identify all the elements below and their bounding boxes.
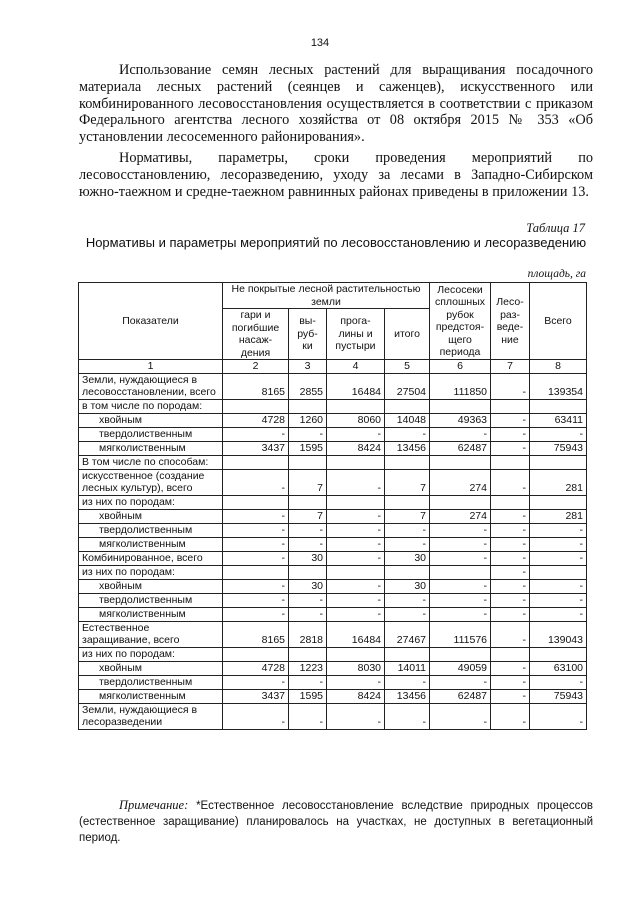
row-value — [430, 647, 491, 661]
row-value: 274 — [430, 509, 491, 523]
row-value: 14048 — [385, 413, 430, 427]
row-label: мягколиственным — [79, 441, 223, 455]
row-value: 14011 — [385, 661, 430, 675]
column-number: 6 — [430, 360, 491, 374]
row-value: - — [385, 675, 430, 689]
header-cutovers: вы-руб-ки — [289, 309, 327, 360]
row-value: - — [327, 607, 385, 621]
row-value: 27467 — [385, 621, 430, 647]
header-not-covered-lands: Не покрытые лесной растительностью земли — [223, 283, 430, 309]
row-value: - — [430, 537, 491, 551]
row-value: - — [530, 523, 587, 537]
row-value: 8165 — [223, 621, 289, 647]
row-value — [530, 399, 587, 413]
row-value: 3437 — [223, 441, 289, 455]
row-value: - — [289, 427, 327, 441]
table-row — [79, 551, 587, 565]
row-value: - — [327, 579, 385, 593]
table-note — [79, 797, 593, 846]
row-value: 62487 — [430, 689, 491, 703]
row-value — [491, 495, 530, 509]
row-value: - — [430, 551, 491, 565]
row-value: - — [491, 689, 530, 703]
row-label: искусственное (создание лесных культур), всего — [79, 469, 223, 495]
row-value: - — [491, 607, 530, 621]
column-numbers-row — [79, 360, 587, 374]
row-value — [289, 495, 327, 509]
table-row — [79, 593, 587, 607]
row-label: мягколиственным — [79, 537, 223, 551]
row-value: - — [491, 593, 530, 607]
row-value: - — [327, 675, 385, 689]
column-number: 8 — [530, 360, 587, 374]
row-value — [491, 647, 530, 661]
row-value: - — [223, 607, 289, 621]
row-value — [530, 455, 587, 469]
row-value: - — [327, 469, 385, 495]
row-value: - — [430, 607, 491, 621]
row-value: - — [223, 593, 289, 607]
row-value: 1260 — [289, 413, 327, 427]
row-value: 8060 — [327, 413, 385, 427]
row-value: - — [223, 537, 289, 551]
row-value: 139043 — [530, 621, 587, 647]
row-value: 111576 — [430, 621, 491, 647]
row-value: - — [289, 593, 327, 607]
table-row — [79, 647, 587, 661]
row-value: - — [385, 523, 430, 537]
table-row — [79, 509, 587, 523]
note-text: *Естественное лесовосстановление вследствие природных процессов (естественное заращивание) планировалось на участках, не доступных в вегетационный период. — [79, 800, 593, 844]
row-value: - — [530, 537, 587, 551]
header-total: Всего — [530, 283, 587, 360]
row-value: - — [327, 703, 385, 729]
row-value: - — [491, 661, 530, 675]
column-number: 1 — [79, 360, 223, 374]
row-value — [289, 399, 327, 413]
row-value: - — [430, 703, 491, 729]
table-row — [79, 373, 587, 399]
row-value: - — [430, 675, 491, 689]
header-burnt-areas: гари и погибшие насаж-дения — [223, 309, 289, 360]
row-value: - — [223, 469, 289, 495]
row-value: - — [385, 593, 430, 607]
row-value: - — [223, 675, 289, 689]
row-label: твердолиственным — [79, 675, 223, 689]
row-label: Земли, нуждающиеся в лесовосстановлении, всего — [79, 373, 223, 399]
row-value — [385, 565, 430, 579]
row-value: - — [289, 607, 327, 621]
row-value: 63100 — [530, 661, 587, 675]
row-value: - — [327, 427, 385, 441]
row-label: хвойным — [79, 579, 223, 593]
row-value: 30 — [289, 579, 327, 593]
row-value: 62487 — [430, 441, 491, 455]
column-number: 3 — [289, 360, 327, 374]
row-value: 16484 — [327, 621, 385, 647]
row-value — [289, 647, 327, 661]
table-label: Таблица 17 — [526, 221, 585, 235]
header-subtotal: итого — [385, 309, 430, 360]
row-value — [327, 399, 385, 413]
row-value — [430, 565, 491, 579]
row-value: 7 — [289, 469, 327, 495]
row-value: - — [491, 469, 530, 495]
row-value: - — [223, 509, 289, 523]
column-number: 5 — [385, 360, 430, 374]
row-label: мягколиственным — [79, 607, 223, 621]
row-value: - — [223, 523, 289, 537]
row-value — [223, 495, 289, 509]
row-value — [223, 455, 289, 469]
row-value: 8165 — [223, 373, 289, 399]
table-row — [79, 579, 587, 593]
row-label: Естественное заращивание, всего — [79, 621, 223, 647]
row-value: - — [430, 523, 491, 537]
row-label: Комбинированное, всего — [79, 551, 223, 565]
row-value — [289, 455, 327, 469]
row-value: - — [223, 579, 289, 593]
row-value: - — [491, 537, 530, 551]
table-row — [79, 441, 587, 455]
row-value: - — [289, 523, 327, 537]
row-value: - — [491, 427, 530, 441]
table-title: Нормативы и параметры мероприятий по лесовосстановлению и лесоразведению — [85, 235, 587, 250]
row-value: 274 — [430, 469, 491, 495]
row-value: - — [491, 413, 530, 427]
row-value: 281 — [530, 509, 587, 523]
row-value: - — [430, 579, 491, 593]
row-value: - — [491, 373, 530, 399]
row-value: 75943 — [530, 441, 587, 455]
row-value: 49059 — [430, 661, 491, 675]
row-value: 139354 — [530, 373, 587, 399]
row-value: - — [530, 579, 587, 593]
row-value — [430, 495, 491, 509]
row-value: 8030 — [327, 661, 385, 675]
row-value: - — [327, 537, 385, 551]
row-label: из них по породам: — [79, 647, 223, 661]
table-row — [79, 495, 587, 509]
row-value — [530, 565, 587, 579]
row-value: 1595 — [289, 689, 327, 703]
row-value: - — [385, 537, 430, 551]
row-value — [385, 399, 430, 413]
row-value: - — [223, 551, 289, 565]
row-label: Земли, нуждающиеся в лесоразведении — [79, 703, 223, 729]
row-value: 7 — [289, 509, 327, 523]
table-row — [79, 675, 587, 689]
table-row — [79, 537, 587, 551]
row-label: твердолиственным — [79, 593, 223, 607]
row-label: В том числе по способам: — [79, 455, 223, 469]
table-row — [79, 607, 587, 621]
row-value: - — [289, 675, 327, 689]
unit-label: площадь, га — [527, 268, 586, 280]
paragraph-standards: Нормативы, параметры, сроки проведения мероприятий по лесовосстановлению, лесоразведению, уходу за лесами в Западно-Сибирском южно-таежном и средне-таежном равнинных районах приведены в приложении 13. — [79, 150, 593, 200]
row-value — [530, 495, 587, 509]
row-value: 27504 — [385, 373, 430, 399]
row-value: 13456 — [385, 441, 430, 455]
row-value: - — [430, 593, 491, 607]
row-value: - — [327, 523, 385, 537]
row-label: хвойным — [79, 661, 223, 675]
row-value — [223, 565, 289, 579]
table-row — [79, 621, 587, 647]
table-row — [79, 469, 587, 495]
row-label: из них по породам: — [79, 495, 223, 509]
row-value — [327, 647, 385, 661]
row-value — [289, 565, 327, 579]
row-value: - — [289, 537, 327, 551]
column-number: 7 — [491, 360, 530, 374]
row-value: 2855 — [289, 373, 327, 399]
row-label: хвойным — [79, 413, 223, 427]
row-value — [430, 455, 491, 469]
table-row — [79, 455, 587, 469]
row-value — [491, 455, 530, 469]
row-value: - — [385, 607, 430, 621]
row-value: - — [223, 427, 289, 441]
row-label: твердолиственным — [79, 427, 223, 441]
header-glades: прога-лины и пустыри — [327, 309, 385, 360]
note-label: Примечание: — [119, 798, 189, 812]
row-value: 63411 — [530, 413, 587, 427]
row-value: 8424 — [327, 689, 385, 703]
row-value: 7 — [385, 509, 430, 523]
row-value — [223, 399, 289, 413]
table-row — [79, 413, 587, 427]
row-value — [385, 455, 430, 469]
row-value: - — [530, 427, 587, 441]
row-value: 75943 — [530, 689, 587, 703]
header-indicators: Показатели — [79, 283, 223, 360]
row-value: 281 — [530, 469, 587, 495]
row-value — [385, 647, 430, 661]
row-value — [327, 455, 385, 469]
row-value: - — [491, 703, 530, 729]
row-value: 8424 — [327, 441, 385, 455]
row-value: - — [327, 551, 385, 565]
row-label: в том числе по породам: — [79, 399, 223, 413]
row-value: 2818 — [289, 621, 327, 647]
row-value — [327, 495, 385, 509]
row-label: хвойным — [79, 509, 223, 523]
row-value: 7 — [385, 469, 430, 495]
row-value: - — [491, 565, 530, 579]
row-value: - — [327, 509, 385, 523]
row-value: - — [491, 675, 530, 689]
row-value: - — [491, 551, 530, 565]
table-row — [79, 661, 587, 675]
header-clearcuts: Лесосеки сплошных рубок предстоя-щего периода — [430, 283, 491, 360]
row-value — [385, 495, 430, 509]
row-label: твердолиственным — [79, 523, 223, 537]
table-row — [79, 427, 587, 441]
row-value: 30 — [385, 579, 430, 593]
table-body — [79, 360, 587, 730]
row-value: 1595 — [289, 441, 327, 455]
row-value: - — [491, 509, 530, 523]
row-value — [491, 399, 530, 413]
row-value: 30 — [385, 551, 430, 565]
row-value: - — [289, 703, 327, 729]
row-value — [327, 565, 385, 579]
row-value: - — [491, 523, 530, 537]
row-value: 16484 — [327, 373, 385, 399]
row-value: 111850 — [430, 373, 491, 399]
row-value — [223, 647, 289, 661]
table-row — [79, 703, 587, 729]
row-value: - — [530, 607, 587, 621]
row-value: 49363 — [430, 413, 491, 427]
header-afforestation: Лесо-раз-веде-ние — [491, 283, 530, 360]
row-value — [430, 399, 491, 413]
row-value: - — [327, 593, 385, 607]
column-number: 4 — [327, 360, 385, 374]
table-row — [79, 565, 587, 579]
row-value: - — [223, 703, 289, 729]
row-label: из них по породам: — [79, 565, 223, 579]
page-number: 134 — [310, 37, 330, 49]
table-row — [79, 523, 587, 537]
reforestation-table — [78, 282, 587, 730]
row-value: - — [530, 551, 587, 565]
row-label: мягколиственным — [79, 689, 223, 703]
table-row — [79, 399, 587, 413]
row-value: - — [491, 579, 530, 593]
row-value: - — [530, 703, 587, 729]
row-value: 4728 — [223, 413, 289, 427]
row-value — [530, 647, 587, 661]
row-value: 13456 — [385, 689, 430, 703]
row-value: 30 — [289, 551, 327, 565]
row-value: - — [530, 675, 587, 689]
row-value: - — [430, 427, 491, 441]
column-number: 2 — [223, 360, 289, 374]
row-value: 4728 — [223, 661, 289, 675]
row-value: - — [530, 593, 587, 607]
row-value: - — [385, 703, 430, 729]
row-value: 1223 — [289, 661, 327, 675]
table-row — [79, 689, 587, 703]
row-value: 3437 — [223, 689, 289, 703]
row-value: - — [491, 441, 530, 455]
paragraph-seed-usage: Использование семян лесных растений для выращивания посадочного материала лесных растений (сеянцев и саженцев), искусственного или комбинированного лесовосстановления осуществляется в соответствии с приказом Федерального агентства лесного хозяйства от 08 октября 2015 № 353 «Об установлении лесосеменного районирования». — [79, 62, 593, 146]
row-value: - — [385, 427, 430, 441]
row-value: - — [491, 621, 530, 647]
